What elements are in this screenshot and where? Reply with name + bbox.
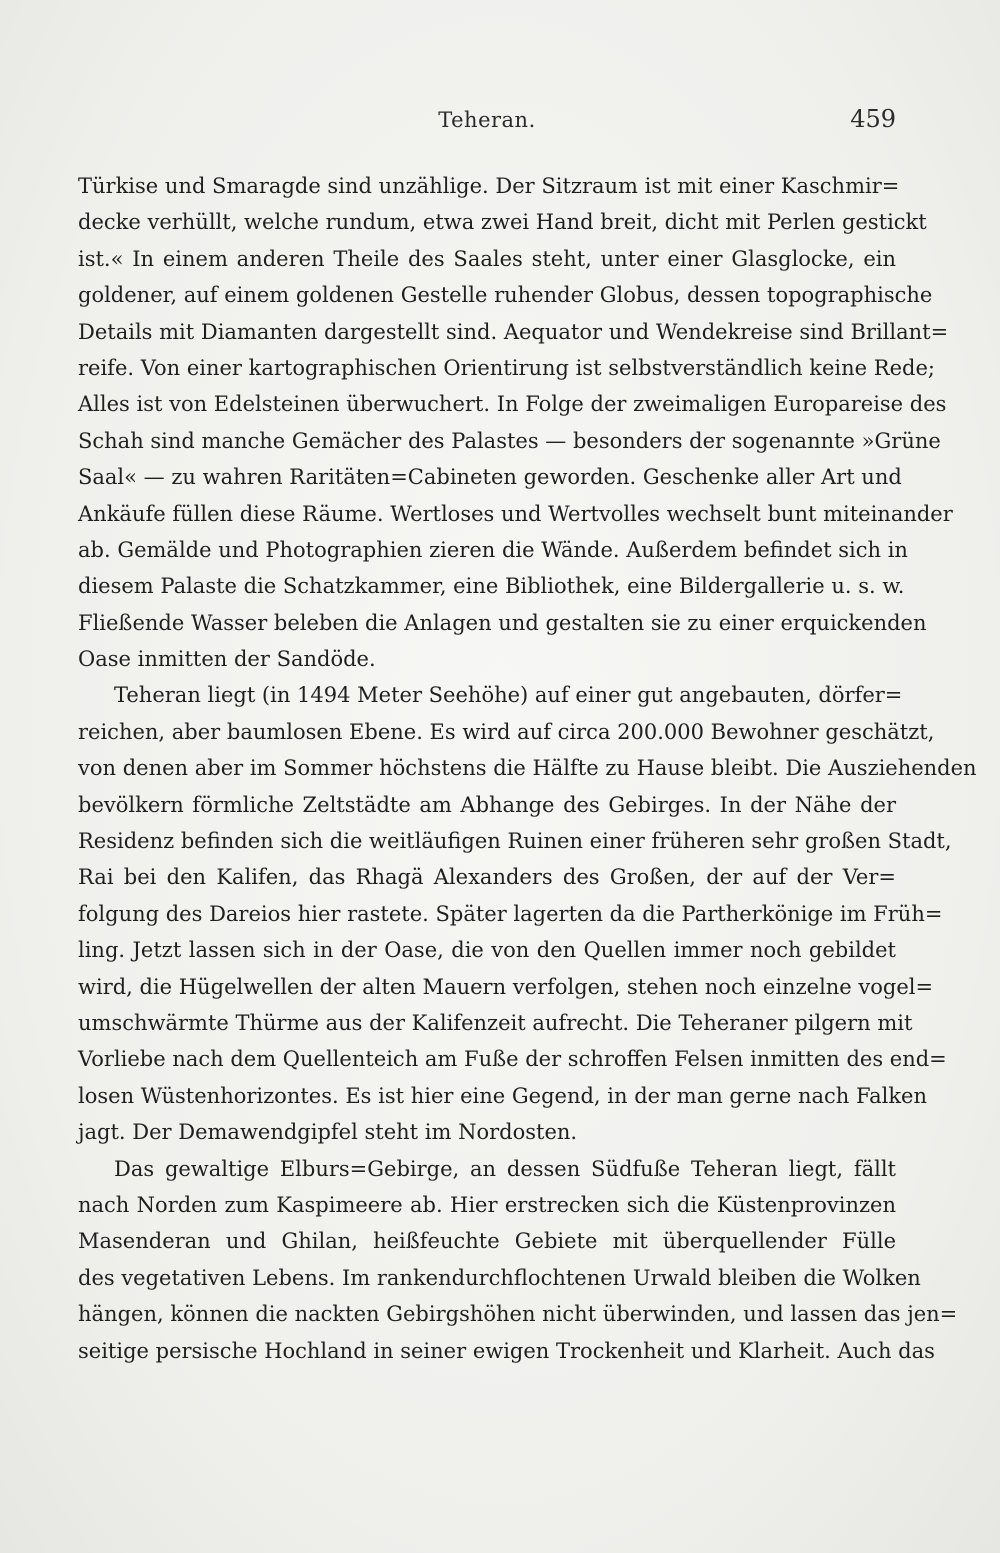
text-line: nach Norden zum Kaspimeere ab. Hier erstrecken sich die Küstenprovinzen [78, 1192, 896, 1217]
text-line: ling. Jetzt lassen sich in der Oase, die von den Quellen immer noch gebildet [78, 938, 896, 963]
paragraph-start-line: Teheran liegt (in 1494 Meter Seehöhe) auf einer gut angebauten, dörfer= [114, 683, 903, 708]
text-line: von denen aber im Sommer höchstens die Hälfte zu Hause bleibt. Die Ausziehenden [78, 756, 977, 781]
text-line: ist.« In einem anderen Theile des Saales steht, unter einer Glasglocke, ein [78, 246, 896, 271]
text-line: jagt. Der Demawendgipfel steht im Nordosten. [78, 1120, 578, 1145]
text-line: wird, die Hügelwellen der alten Mauern verfolgen, stehen noch einzelne vogel= [78, 974, 934, 999]
text-line: Türkise und Smaragde sind unzählige. Der Sitzraum ist mit einer Kaschmir= [78, 174, 900, 198]
text-line: Ankäufe füllen diese Räume. Wertloses und Wertvolles wechselt bunt miteinander [78, 501, 953, 526]
running-title: Teheran. [438, 108, 536, 132]
text-line: Alles ist von Edelsteinen überwuchert. In Folge der zweimaligen Europareise des [78, 392, 947, 417]
text-line: Vorliebe nach dem Quellenteich am Fuße der schroffen Felsen inmitten des end= [78, 1047, 947, 1072]
text-line: umschwärmte Thürme aus der Kalifenzeit aufrecht. Die Teheraner pilgern mit [78, 1010, 913, 1035]
text-line: reichen, aber baumlosen Ebene. Es wird auf circa 200.000 Bewohner geschätzt, [78, 719, 935, 744]
text-line: diesem Palaste die Schatzkammer, eine Bibliothek, eine Bildergallerie u. s. w. [78, 574, 905, 599]
text-line: Oase inmitten der Sandöde. [78, 647, 376, 672]
text-line: Rai bei den Kalifen, das Rhagä Alexanders des Großen, der auf der Ver= [78, 865, 896, 890]
paragraph-start-line: Das gewaltige Elburs=Gebirge, an dessen Südfuße Teheran liegt, fällt [114, 1156, 896, 1181]
text-line: Schah sind manche Gemächer des Palastes — besonders der sogenannte »Grüne [78, 428, 941, 453]
text-line: Details mit Diamanten dargestellt sind. Aequator und Wendekreise sind Brillant= [78, 319, 949, 344]
text-line: des vegetativen Lebens. Im rankendurchflochtenen Urwald bleiben die Wolken [78, 1265, 921, 1290]
text-line: decke verhüllt, welche rundum, etwa zwei Hand breit, dicht mit Perlen gestickt [78, 210, 927, 235]
text-line: ab. Gemälde und Photographien zieren die Wände. Außerdem befindet sich in [78, 537, 908, 562]
text-line: Masenderan und Ghilan, heißfeuchte Gebiete mit überquellender Fülle [78, 1229, 896, 1254]
text-line: hängen, können die nackten Gebirgshöhen nicht überwinden, und lassen das jen= [78, 1302, 958, 1327]
text-line: Fließende Wasser beleben die Anlagen und gestalten sie zu einer erquickenden [78, 610, 927, 635]
text-line: losen Wüstenhorizontes. Es ist hier eine Gegend, in der man gerne nach Falken [78, 1083, 928, 1108]
text-line: reife. Von einer kartographischen Orientirung ist selbstverständlich keine Rede; [78, 355, 935, 380]
text-line: goldener, auf einem goldenen Gestelle ruhender Globus, dessen topographische [78, 283, 933, 308]
text-line: folgung des Dareios hier rastete. Später lagerten da die Partherkönige im Früh= [78, 901, 943, 926]
page-header [78, 105, 896, 144]
text-line: seitige persische Hochland in seiner ewigen Trockenheit und Klarheit. Auch das [78, 1338, 935, 1363]
text-line: bevölkern förmliche Zeltstädte am Abhange des Gebirges. In der Nähe der [78, 792, 896, 817]
text-line: Residenz befinden sich die weitläufigen Ruinen einer früheren sehr großen Stadt, [78, 829, 952, 854]
page-number: 459 [850, 105, 896, 133]
text-line: Saal« — zu wahren Raritäten=Cabineten geworden. Geschenke aller Art und [78, 465, 902, 490]
body-text [78, 168, 977, 1369]
